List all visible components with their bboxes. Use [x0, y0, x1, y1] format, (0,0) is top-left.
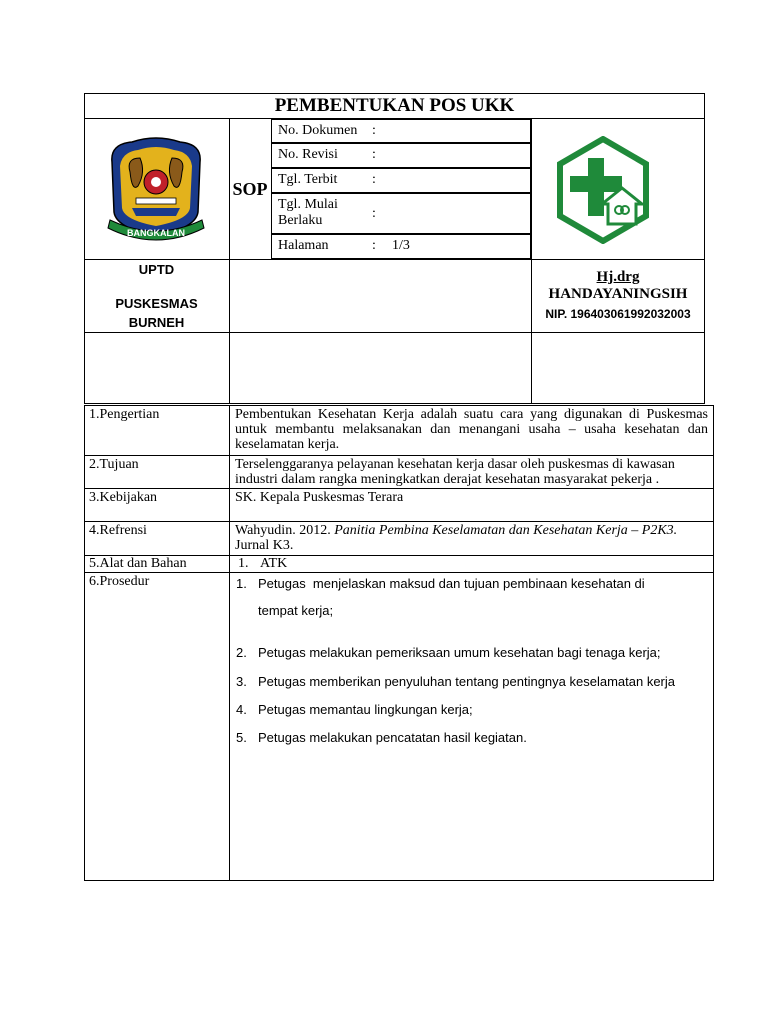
divider-v3: [531, 118, 532, 404]
body-row-div-1: [84, 455, 714, 456]
text-tujuan: Terselenggaranya pelayanan kesehatan kerja dasar oleh puskesmas di kawasan industri dalam rangka meningkatkan derajat kesehatan masyarakat pekerja .: [235, 457, 675, 487]
field-label-tgl-terbit: Tgl. Terbit: [278, 172, 338, 187]
document-title: PEMBENTUKAN POS UKK: [274, 95, 515, 116]
proc-num-1: 1.: [236, 576, 247, 591]
label-kebijakan: 3.Kebijakan: [89, 490, 158, 505]
crest-label: BANGKALAN: [127, 228, 185, 238]
institution-puskesmas: PUSKESMAS: [115, 296, 198, 311]
field-label-no-dokumen: No. Dokumen: [278, 123, 358, 138]
bangkalan-crest-icon: [102, 132, 210, 248]
text-referensi: [235, 523, 708, 538]
proc-step-3: Petugas memberikan penyuluhan tentang pentingnya keselamatan kerja: [258, 674, 675, 689]
row-divider-1: [84, 259, 705, 260]
proc-step-1-cont: tempat kerja;: [258, 603, 334, 618]
alat-num: 1.: [238, 556, 249, 571]
body-row-div-2: [84, 488, 714, 489]
text-kebijakan: SK. Kepala Puskesmas Terara: [235, 490, 404, 505]
signatory-name: HANDAYANINGSIH: [548, 286, 688, 302]
label-prosedur: 6.Prosedur: [89, 574, 150, 589]
proc-num-5: 5.: [236, 730, 247, 745]
proc-num-2: 2.: [236, 645, 247, 660]
label-alat: 5.Alat dan Bahan: [89, 556, 187, 571]
referensi-title: Panitia Pembina Keselamatan dan Kesehatan Kerja – P2K3.: [334, 523, 678, 538]
label-pengertian: 1.Pengertian: [89, 407, 160, 422]
field-sep-no-dokumen: :: [372, 123, 376, 138]
proc-step-2: Petugas melakukan pemeriksaan umum kesehatan bagi tenaga kerja;: [258, 645, 661, 660]
proc-num-3: 3.: [236, 674, 247, 689]
proc-step-5: Petugas melakukan pencatatan hasil kegiatan.: [258, 730, 527, 745]
field-sep-no-revisi: :: [372, 147, 376, 162]
signatory-title: Hj.drg: [596, 269, 640, 285]
body-row-div-5: [84, 572, 714, 573]
puskesmas-cross-house-icon: [556, 136, 650, 244]
field-sep-tgl-mulai: :: [372, 206, 376, 221]
body-col-divider: [229, 405, 230, 881]
label-referensi: 4.Refrensi: [89, 523, 147, 538]
proc-step-4: Petugas memantau lingkungan kerja;: [258, 702, 473, 717]
text-pengertian: Pembentukan Kesehatan Kerja adalah suatu cara yang digunakan di Puskesmas untuk membantu melaksanakan dan menangani usaha – usaha kesehatan dan keselamatan kerja.: [235, 407, 708, 452]
field-sep-tgl-terbit: :: [372, 172, 376, 187]
institution-uptd: UPTD: [138, 262, 175, 277]
signatory-nip: NIP. 196403061992032003: [545, 307, 691, 321]
label-tujuan: 2.Tujuan: [89, 457, 139, 472]
field-label-halaman: Halaman: [278, 238, 329, 253]
field-label-no-revisi: No. Revisi: [278, 147, 338, 162]
field-sep-halaman: :: [372, 238, 376, 253]
divider-v1: [229, 118, 230, 404]
body-row-div-3: [84, 521, 714, 522]
field-label-tgl-mulai: Tgl. Mulai Berlaku: [278, 197, 338, 228]
referensi-author: Wahyudin. 2012.: [235, 523, 335, 538]
field-value-halaman: 1/3: [392, 238, 410, 253]
alat-item: ATK: [260, 556, 288, 571]
referensi-journal: Jurnal K3.: [235, 538, 294, 553]
proc-step-1: Petugas menjelaskan maksud dan tujuan pembinaan kesehatan di: [258, 576, 645, 591]
institution-burneh: BURNEH: [128, 315, 185, 330]
proc-num-4: 4.: [236, 702, 247, 717]
sop-label: SOP: [232, 179, 268, 199]
row-divider-2: [84, 332, 705, 333]
